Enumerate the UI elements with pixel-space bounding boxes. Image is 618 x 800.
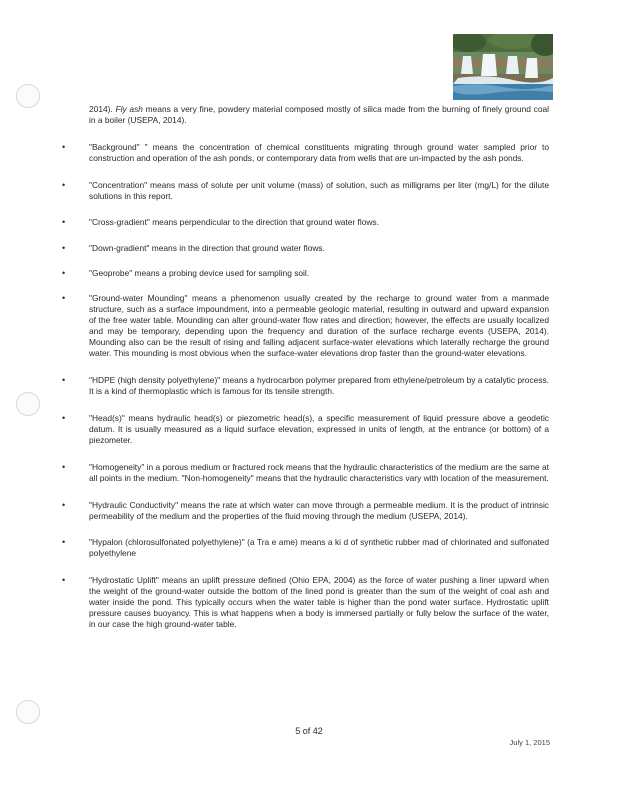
intro-paragraph: 2014). Fly ash means a very fine, powdery material composed mostly of silica made from the burning of finely ground coal in a boiler (USEPA, 2014). (89, 104, 549, 125)
definition-cross-gradient: • "Cross-gradient" means perpendicular to the direction that ground water flows. (89, 217, 549, 228)
punch-hole-top (16, 84, 40, 108)
footer-date: July 1, 2015 (509, 738, 550, 747)
definitions-list (89, 142, 549, 630)
definition-geoprobe: • "Geoprobe" means a probing device used for sampling soil. (89, 268, 549, 279)
page-number: 5 of 42 (295, 726, 323, 736)
definition-background: • "Background" " means the concentration of chemical constituents migrating through ground water sampled prior to construction and operation of the ash ponds, or contemporary data from wells that are un-impacted by the ash ponds. (89, 142, 549, 164)
term-fly-ash: Fly ash (115, 104, 143, 114)
definition-ground-water-mounding: • "Ground-water Mounding" means a phenomenon usually created by the recharge to ground water from a manmade structure, such as a surface impoundment, into a permeable geologic material, resulting in outward and upward expansion of the free water table. Mounding can alter ground-water flow rates and direction; however, the effects are usually localized and may be temporary, depending upon the frequency and duration of the surface recharge events (USEPA, 2014). Mounding also can be the result of rising and falling adjacent surface-water elevations which laterally recharge the ground water. This mounding is most obvious when the surface-water elevations drop faster than the ground-water elevations. (89, 293, 549, 359)
definition-homogeneity: • "Homogeneity" in a porous medium or fractured rock means that the hydraulic characteristics of the medium are the same at all points in the medium. "Non-homogeneity" means that the hydraulic characteristics vary with location of the measurement. (89, 462, 549, 484)
definition-down-gradient: • "Down-gradient" means in the direction that ground water flows. (89, 243, 549, 254)
definition-hypalon: • "Hypalon (chlorosulfonated polyethylene)" (a Tra e ame) means a ki d of synthetic rubber mad of chlorinated and sulfonated polyethylene (89, 537, 549, 559)
definition-hydraulic-conductivity: • "Hydraulic Conductivity" means the rate at which water can move through a permeable medium. It is the product of intrinsic permeability of the medium and the properties of the fluid moving through the medium (USEPA, 2014). (89, 500, 549, 522)
definition-hdpe: • "HDPE (high density polyethylene)" means a hydrocarbon polymer prepared from ethylene/petroleum by a catalytic process. It is a kind of thermoplastic which is famous for its tensile strength. (89, 375, 549, 397)
definition-hydrostatic-uplift: • "Hydrostatic Uplift" means an uplift pressure defined (Ohio EPA, 2004) as the force of water pushing a liner upward when the weight of the ground-water outside the bottom of the lined pond is greater than the sum of the weight of coal ash and water inside the pond. This typically occurs when the water table is higher than the pond water surface. Hydrostatic uplift pressure causes buoyancy. This is what happens when a body is immersed partially or fully below the surface of the water, in our case the high ground-water table. (89, 575, 549, 630)
definition-concentration: • "Concentration" means mass of solute per unit volume (mass) of solution, such as milligrams per liter (mg/L) for the dilute solutions in this report. (89, 180, 549, 202)
punch-hole-bottom (16, 700, 40, 724)
punch-hole-middle (16, 392, 40, 416)
waterfall-logo (453, 34, 553, 100)
definition-head: • "Head(s)" means hydraulic head(s) or piezometric head(s), a specific measurement of liquid pressure above a geodetic datum. It is usually measured as a liquid surface elevation, expressed in units of length, at the entrance (or bottom) of a piezometer. (89, 413, 549, 446)
